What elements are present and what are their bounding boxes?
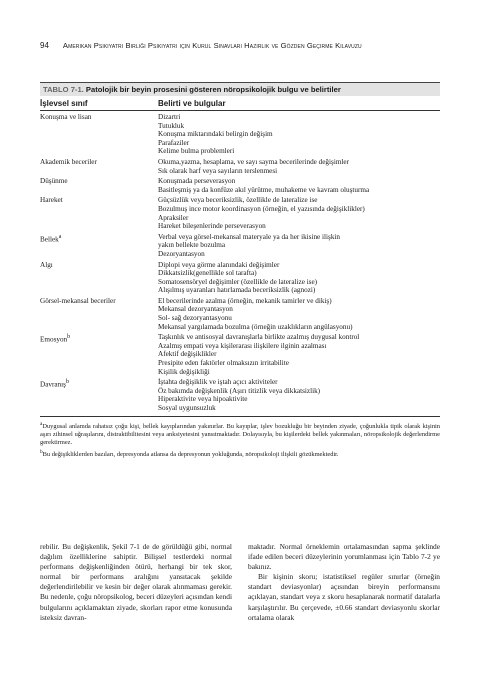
page-number: 94 [40, 41, 49, 50]
signs-list [158, 233, 440, 259]
table-row [40, 295, 440, 331]
sign-item: El becerilerinde azalma (örneğin, mekanik tamirler ve dikiş) [158, 296, 332, 305]
table-row [40, 331, 440, 376]
sign-item: Kelime bulma problemleri [158, 147, 235, 156]
sign-item: Konuşmada perseverasyon [158, 177, 236, 186]
table-footnotes [40, 420, 440, 460]
sign-item: Dezoryantasyon [158, 249, 205, 258]
function-class: Düşünme [40, 177, 68, 186]
sign-item: Dizartri [158, 113, 181, 121]
body-paragraph: maktadır. Normal örneklemin ortalamasından sapma şeklinde ifade edilen beceri düzeylerinin yorumlanması için Tablo 7-2 ye bakınız. [248, 542, 440, 572]
column-header-signs: Belirti ve bulgular [158, 99, 226, 108]
sign-item: Sık olarak harf veya sayıların terslenmesi [158, 166, 278, 175]
sign-item: Hiperaktivite veya hipoaktivite [158, 395, 248, 404]
sign-item: yakın bellekte bozulma [158, 241, 226, 250]
sign-item: Bozulmuş ince motor koordinasyon (örneğin, el yazısında değişiklikler) [158, 204, 365, 213]
function-class: Görsel-mekansal beceriler [40, 296, 116, 305]
function-class: Davranış$^b$ [40, 379, 69, 389]
sign-item: Dikkatsizlik(genellikle sol tarafta) [158, 269, 257, 278]
table-row [40, 231, 440, 259]
sign-item: Mekansal dezoryantasyon [158, 305, 233, 314]
body-paragraph: Bir kişinin skoru; istatistiksel regüler sınırlar (örneğin standart deviasyonlar) açısından bireyin performansını açıklayan, standart veya z skoru hesaplanarak normatif datalarla karşılaştırılır. Bu çerçevede, ±0.66 standart deviasyonlu skorlar ortalama olarak [248, 572, 440, 622]
sign-item: Presipite eden faktörler olmaksızın irritabilite [158, 359, 289, 368]
footnote-marker: b [67, 334, 71, 341]
sign-item: Azalmış empati veya kişilerarası ilişkilere ilginin azalması [158, 341, 327, 350]
signs-list [158, 158, 440, 175]
function-class: Algı [40, 260, 53, 269]
sign-item: İştahta değişiklik ve iştah açıcı aktiviteler [158, 378, 278, 387]
sign-item: Sol- sağ dezoryantasyonu [158, 314, 232, 323]
table-row [40, 259, 440, 295]
signs-list [158, 196, 440, 230]
signs-list [158, 378, 440, 412]
sign-item: Apraksiler [158, 213, 189, 222]
signs-list [158, 261, 440, 295]
sign-item: Alışılmış uyaranları hatırlamada beceriksizlik (agnozi) [158, 286, 316, 295]
sign-item: Basitleşmiş ya da konfüze akıl yürütme, muhakeme ve kavram oluşturma [158, 185, 370, 194]
signs-list [158, 297, 440, 331]
running-title: Amerikan Psikiyatri Birliği Psikiyatri için Kurul Sınavları Hazırlık ve Gözden Geçirme Kılavuzu [62, 41, 362, 50]
table-7-1 [40, 82, 440, 460]
function-class: Akademik beceriler [40, 157, 97, 166]
sign-item: Tutukluk [158, 121, 185, 130]
sign-item: Afektif değişiklikler [158, 350, 217, 359]
function-class: Emosyon$^b$ [40, 334, 71, 344]
table-bottom-rule [40, 416, 440, 417]
table-row [40, 156, 440, 175]
footnote-b: $^b$Bu değişikliklerden bazıları, depresyonda atlansa da depresyonun yokluğunda, nöropsikoloji ilişkili gözükmektedir. [40, 449, 339, 459]
sign-item: Öz bakımda değişkenlik (Aşırı titizlik veya dikkatsizlik) [158, 386, 321, 395]
table-row [40, 194, 440, 230]
running-header [40, 41, 440, 50]
function-class: Konuşma ve lisan [40, 113, 92, 121]
signs-list [158, 177, 440, 194]
table-caption-text: Patolojik bir beyin prosesini gösteren nöropsikolojik bulgu ve belirtiler [85, 85, 341, 94]
sign-item: Sosyal uygunsuzluk [158, 404, 216, 412]
sign-item: Taşkınlık ve antisosyal davranışlarla birlikte azalmış duygusal kontrol [158, 333, 360, 342]
table-body [40, 111, 440, 413]
sign-item: Hareket bileşenlerinde perseverasyon [158, 222, 266, 231]
table-row [40, 175, 440, 194]
table-row [40, 111, 440, 156]
sign-item: Verbal veya görsel-mekansal materyale ya da her ikisine ilişkin [158, 232, 341, 241]
sign-item: Okuma,yazma, hesaplama, ve sayı sayma becerilerinde değişimler [158, 157, 349, 166]
footnote-marker: a [58, 233, 62, 240]
body-right-column [248, 542, 440, 623]
sign-item: Kişilik değişikliği [158, 367, 210, 376]
sign-item: Parafaziler [158, 138, 190, 147]
table-row [40, 376, 440, 412]
footnote-a: $^a$Duygusal anlamda rahatsız çoğu kişi, bellek kayıplarından yakınırlar. Bu kayıplar, işlev bozukluğu bir beyinden ziyade, çoğunlukla tipik olarak kişinin aşırı zihinsel uğraşılarını, distraktibilitesini veya anksiyetesini yansıtmaktadır. Dolayısıyla, bu kişilerdeki bellek yakınmaları, nöropsikolojik değerlendirme gerektirmez. [40, 420, 440, 447]
body-left-column [40, 542, 232, 623]
column-header-class: İşlevsel sınıf [40, 99, 88, 108]
table-column-headers [40, 96, 440, 111]
sign-item: Güçsüzlük veya beceriksizlik, özellikle de lateralize ise [158, 196, 318, 205]
body-text [40, 542, 440, 623]
function-class: Bellek$^a$ [40, 233, 62, 244]
signs-list [158, 333, 440, 376]
sign-item: Konuşma miktarındaki belirgin değişim [158, 130, 273, 139]
sign-item: Somatosensöryel değişimler (özellikle de lateralize ise) [158, 277, 318, 286]
sign-item: Mekansal yargılamada bozulma (örneğin uzaklıkların angülasyonu) [158, 322, 353, 331]
function-class: Hareket [40, 196, 63, 205]
table-caption [40, 82, 440, 96]
table-label: TABLO 7-1. [43, 85, 84, 94]
signs-list [158, 113, 440, 156]
footnote-marker: b [65, 379, 69, 386]
sign-item: Diplopi veya görme alanındaki değişimler [158, 260, 280, 269]
body-paragraph: rebilir. Bu değişkenlik, Şekil 7-1 de de görüldüğü gibi, normal dağılım özelliklerine sahiptir. Bilişsel testlerdeki normal performans değişkenliğinden ötürü, herhangi bir tek skor, normal bir performans aralığını yansıtacak şekilde değerlendirilebilir ve kesin bir değer olarak alınmaması gerekir. Bu nedenle, çoğu nöropsikolog, beceri düzeyleri açısından kendi bulgularını açıklamaktan ziyade, skorları rapor etme konusunda isteksiz davran- [40, 542, 232, 622]
